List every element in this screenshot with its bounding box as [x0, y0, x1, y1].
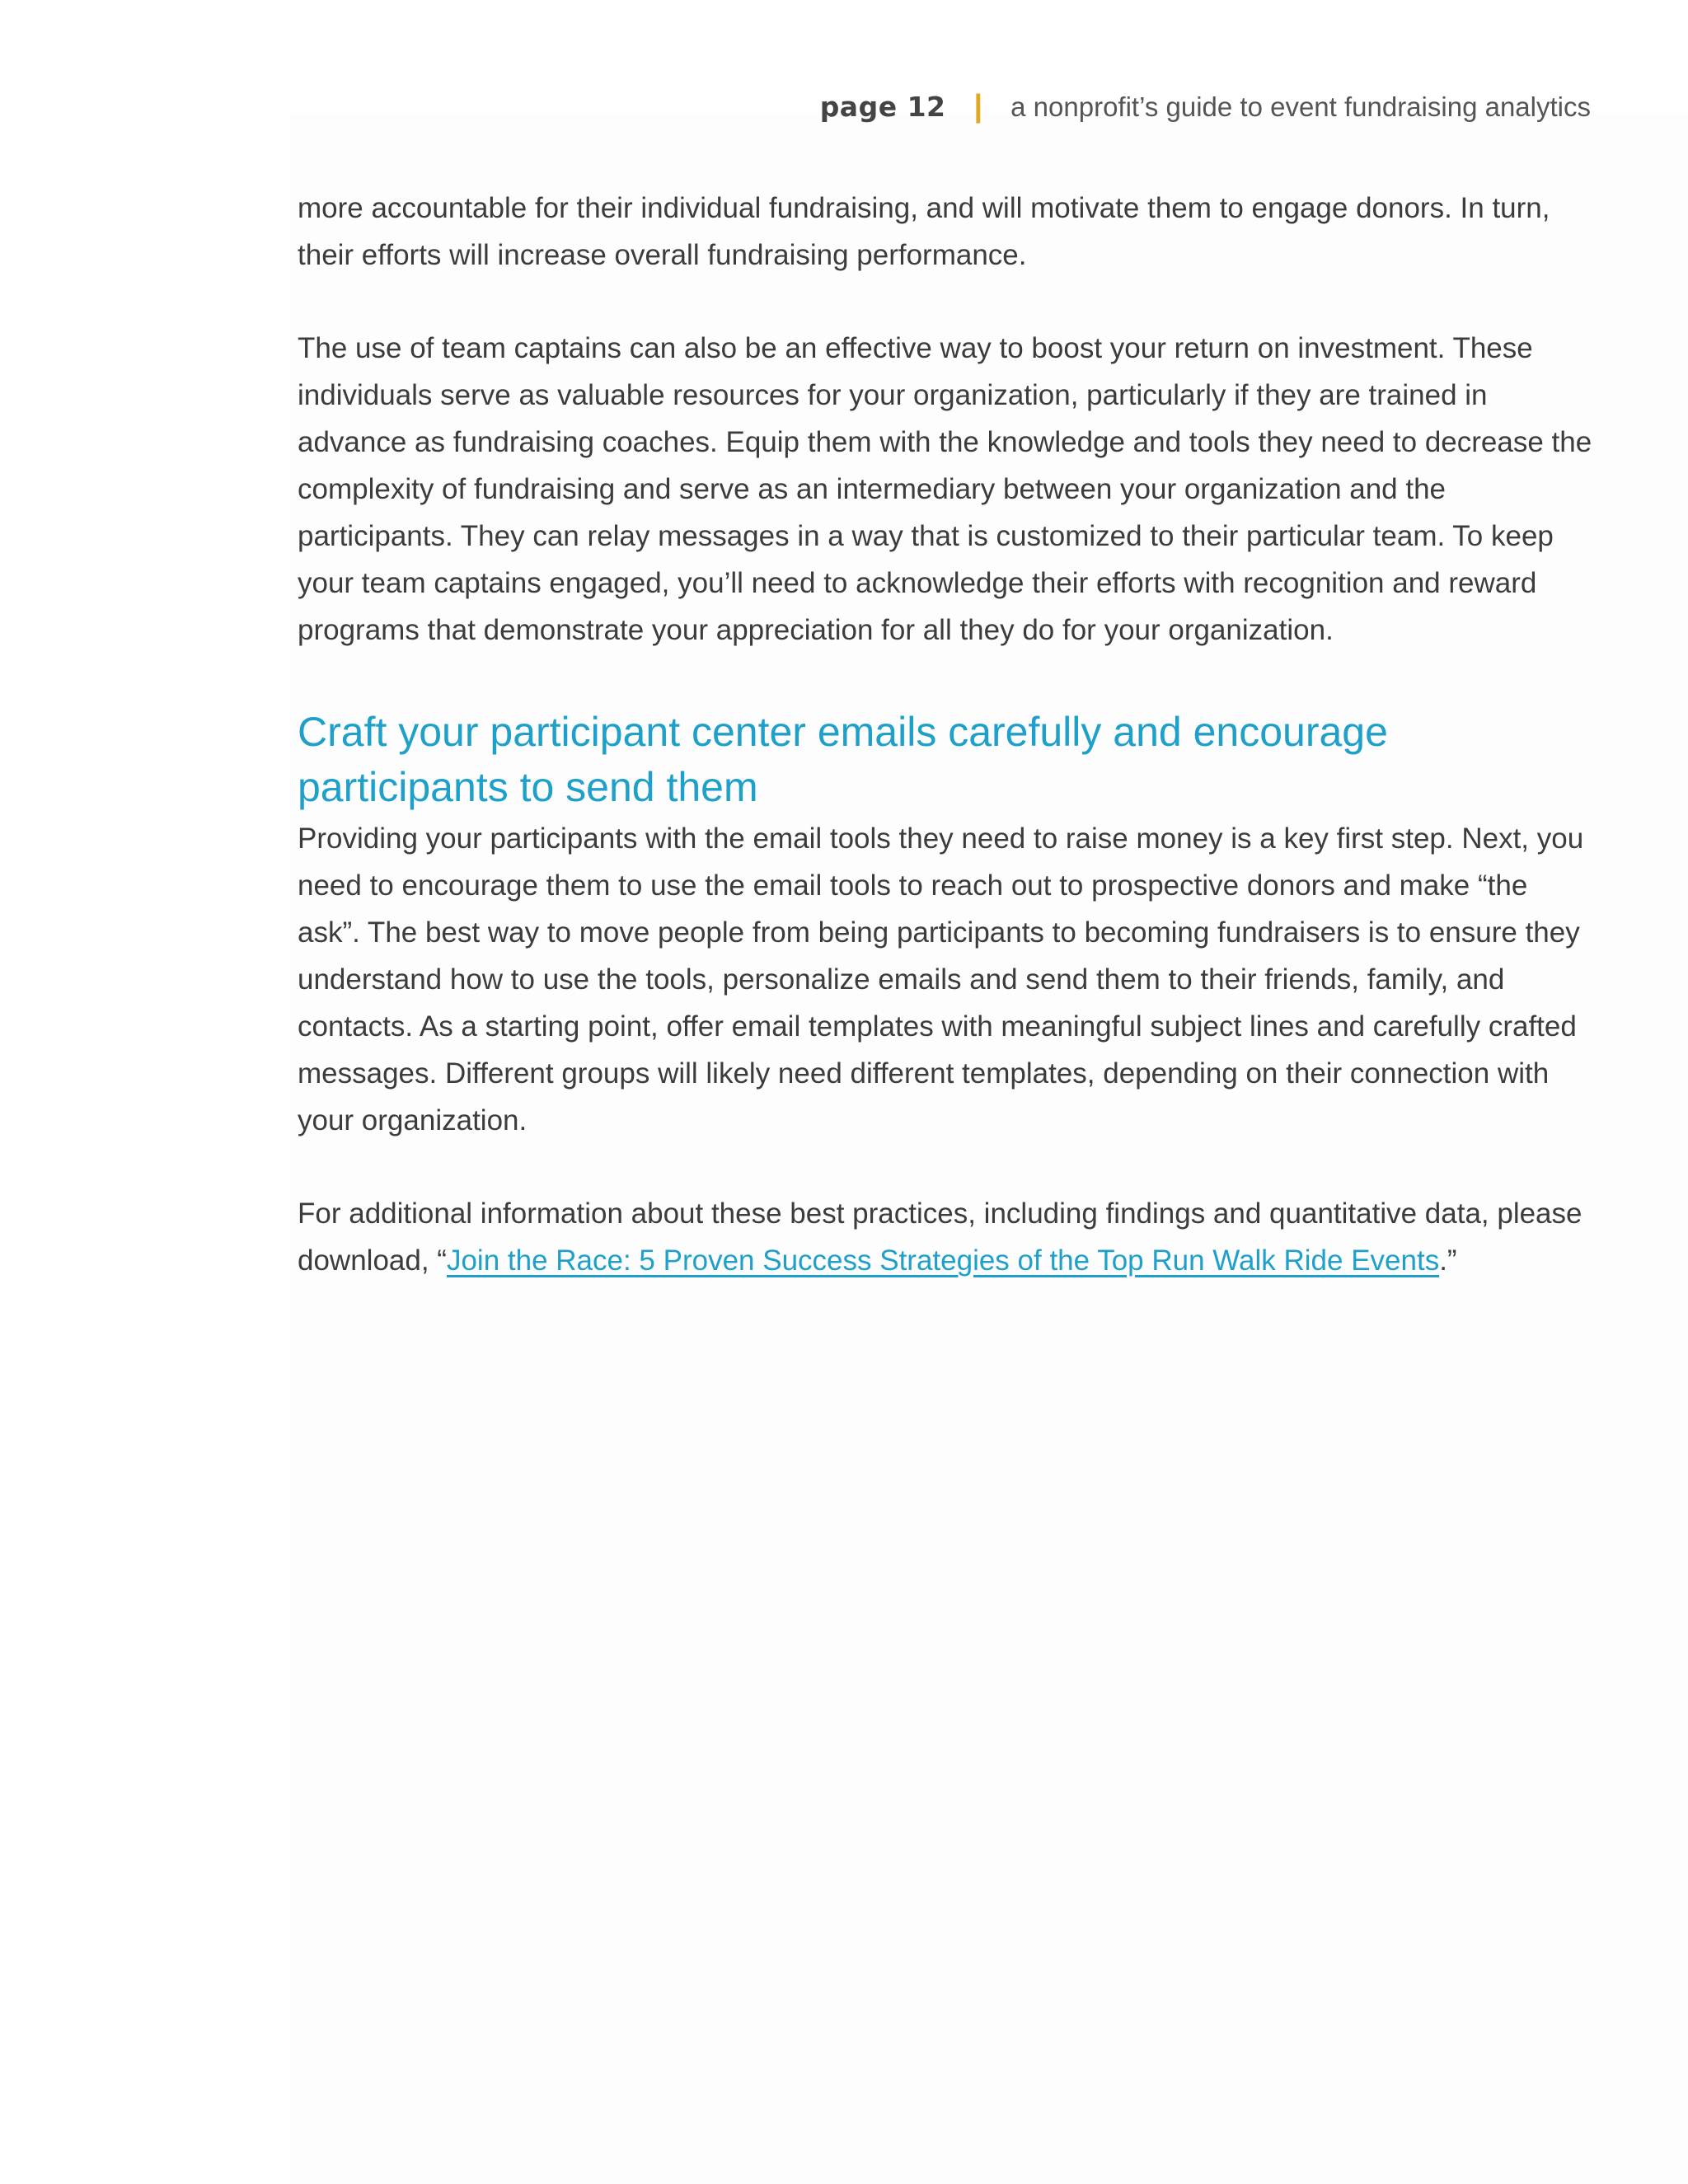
- document-title: a nonprofit’s guide to event fundraising analytics: [1010, 91, 1591, 122]
- header-separator: |: [973, 89, 983, 124]
- paragraph-accountability: more accountable for their individual fundraising, and will motivate them to engage donors. In turn, their efforts will increase overall fundraising performance.: [298, 192, 1550, 271]
- page-header: [820, 89, 1591, 124]
- page-content: [298, 185, 1596, 1284]
- page-number: page 12: [819, 91, 946, 123]
- additional-info-suffix: .”: [1439, 1244, 1457, 1277]
- join-the-race-link[interactable]: Join the Race: 5 Proven Success Strategies of the Top Run Walk Ride Events: [446, 1244, 1440, 1277]
- section-heading: Craft your participant center emails carefully and encourage participants to send them: [298, 709, 1388, 810]
- paragraph-additional-info: [298, 1190, 1596, 1284]
- paragraph-team-captains: The use of team captains can also be an effective way to boost your return on investment. These individuals serve as valuable resources for your organization, particularly if they are trained in advance as fundraising coaches. Equip them with the knowledge and tools they need to decrease the complexity of fundraising and serve as an intermediary between your organization and the participants. They can relay messages in a way that is customized to their particular team. To keep your team captains engaged, you’ll need to acknowledge their efforts with recognition and reward programs that demonstrate your appreciation for all they do for your organization.: [298, 332, 1592, 646]
- additional-info-text: For additional information about these best practices, including findings and quantitative data, please download, “: [298, 1197, 1582, 1277]
- paragraph-email-tools: Providing your participants with the email tools they need to raise money is a key first step. Next, you need to encourage them to use the email tools to reach out to prospective donors and make “the ask”. The best way to move people from being participants to becoming fundraisers is to ensure they understand how to use the tools, personalize emails and send them to their friends, family, and contacts. As a starting point, offer email templates with meaningful subject lines and carefully crafted messages. Different groups will likely need different templates, depending on their connection with your organization.: [298, 823, 1584, 1137]
